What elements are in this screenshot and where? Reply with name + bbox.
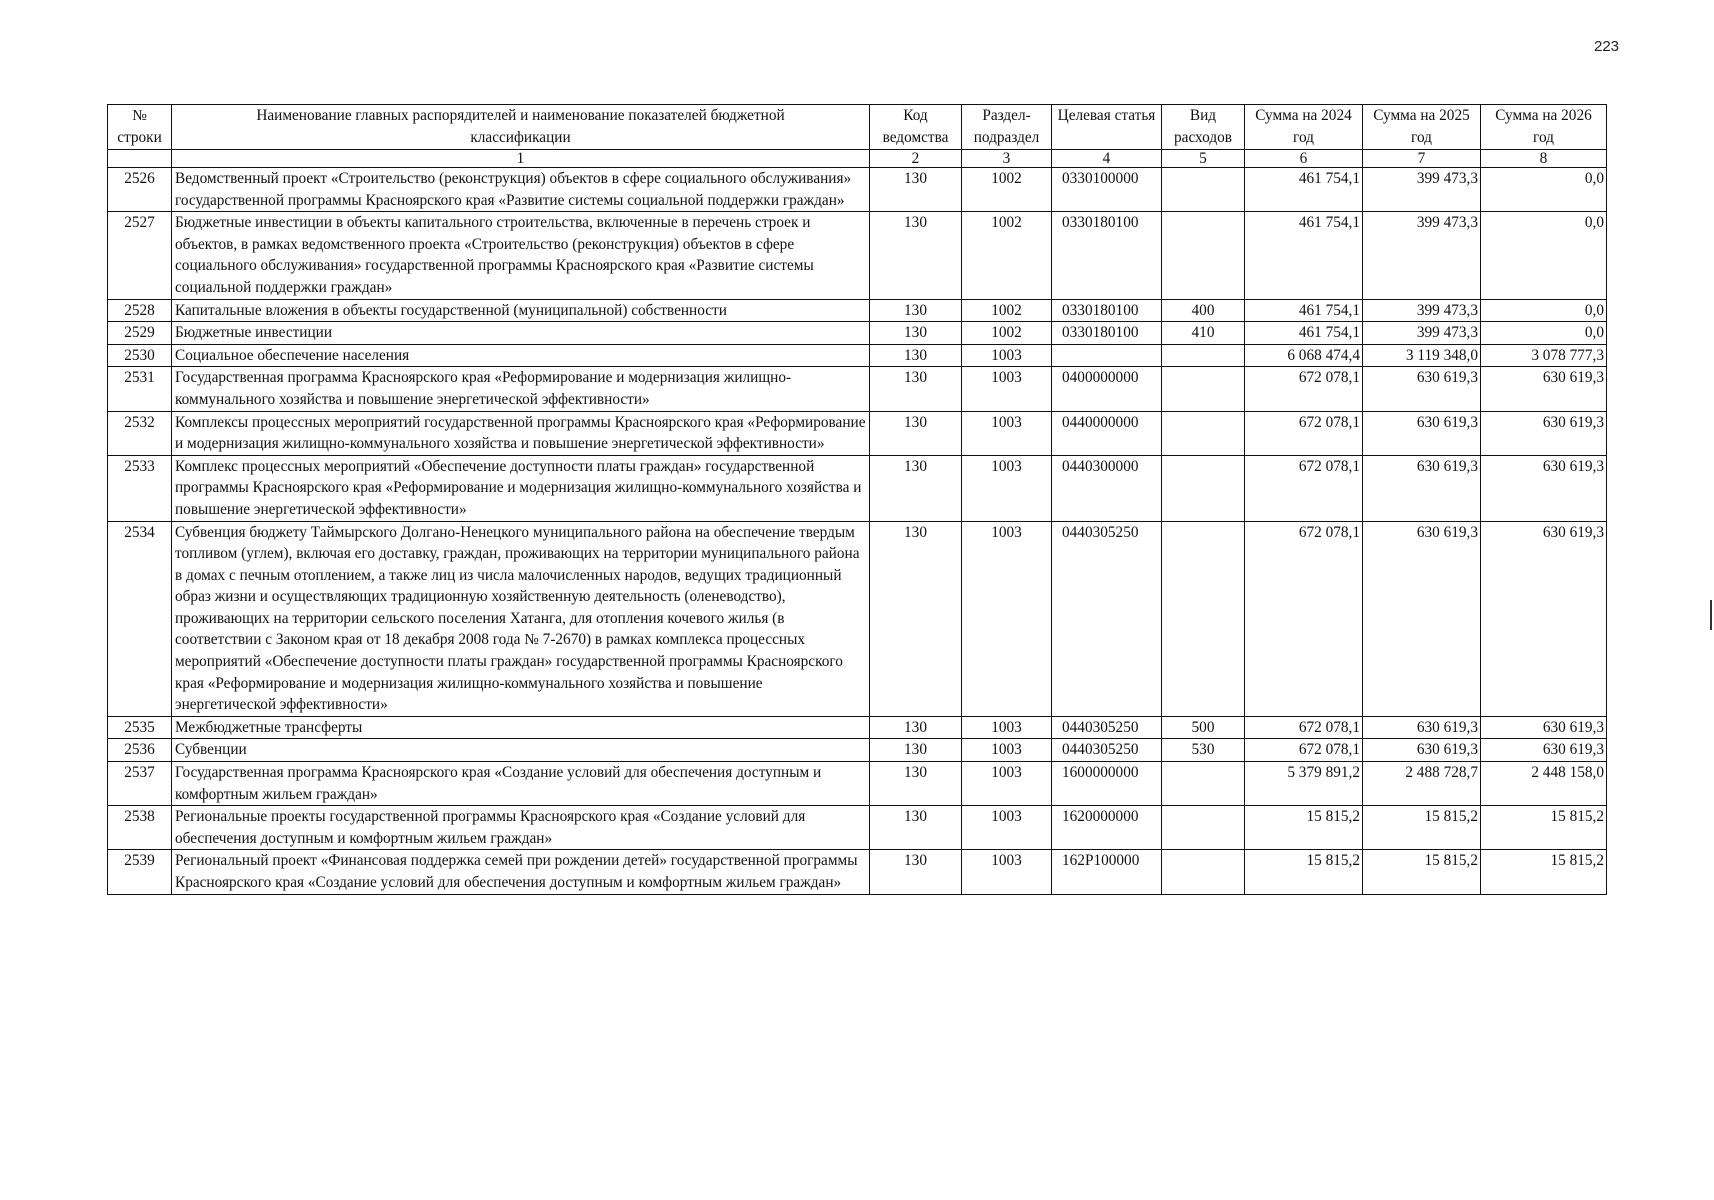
- column-number: 7: [1363, 150, 1481, 168]
- row-dept-code-cell: 130: [870, 344, 962, 367]
- row-sum-2024-cell: 461 754,1: [1245, 299, 1363, 322]
- table-row: [108, 299, 1607, 322]
- row-sum-2025-cell: 630 619,3: [1363, 411, 1481, 455]
- table-row: [108, 322, 1607, 345]
- row-name-cell: Бюджетные инвестиции: [172, 322, 870, 345]
- header-row-no: № строки: [108, 105, 172, 150]
- row-sum-2024-cell: 15 815,2: [1245, 850, 1363, 894]
- row-name-cell: Социальное обеспечение населения: [172, 344, 870, 367]
- header-name: Наименование главных распорядителей и наименование показателей бюджетной классификации: [172, 105, 870, 150]
- row-expense-type-cell: [1162, 367, 1245, 411]
- row-dept-code-cell: 130: [870, 739, 962, 762]
- column-number: 3: [962, 150, 1052, 168]
- header-sum-2025: Сумма на 2025 год: [1363, 105, 1481, 150]
- table-row: [108, 850, 1607, 894]
- row-dept-code-cell: 130: [870, 455, 962, 521]
- column-number: 4: [1052, 150, 1162, 168]
- row-sum-2026-cell: 0,0: [1481, 212, 1607, 299]
- table-row: [108, 168, 1607, 212]
- table-body: [108, 168, 1607, 895]
- header-row: [108, 105, 1607, 150]
- row-name-cell: Комплекс процессных мероприятий «Обеспечение доступности платы граждан» государственной программы Красноярского края «Реформирование и модернизация жилищно-коммунального хозяйства и повышение энергетической эффективности»: [172, 455, 870, 521]
- row-section-cell: 1003: [962, 716, 1052, 739]
- column-number: 6: [1245, 150, 1363, 168]
- header-sum-2026: Сумма на 2026 год: [1481, 105, 1607, 150]
- header-expense-type: Вид расходов: [1162, 105, 1245, 150]
- row-sum-2026-cell: 630 619,3: [1481, 367, 1607, 411]
- row-sum-2024-cell: 672 078,1: [1245, 455, 1363, 521]
- header-target: Целевая статья: [1052, 105, 1162, 150]
- row-name-cell: Государственная программа Красноярского края «Создание условий для обеспечения доступным и комфортным жильем граждан»: [172, 762, 870, 806]
- row-sum-2026-cell: 0,0: [1481, 168, 1607, 212]
- row-expense-type-cell: [1162, 344, 1245, 367]
- row-sum-2026-cell: 15 815,2: [1481, 850, 1607, 894]
- row-target-cell: 162P100000: [1052, 850, 1162, 894]
- row-number-cell: 2526: [108, 168, 172, 212]
- row-target-cell: 0440305250: [1052, 716, 1162, 739]
- row-dept-code-cell: 130: [870, 806, 962, 850]
- column-number: 8: [1481, 150, 1607, 168]
- row-number-cell: 2539: [108, 850, 172, 894]
- row-section-cell: 1003: [962, 367, 1052, 411]
- row-sum-2026-cell: 630 619,3: [1481, 455, 1607, 521]
- row-dept-code-cell: 130: [870, 716, 962, 739]
- row-name-cell: Государственная программа Красноярского края «Реформирование и модернизация жилищно-коммунального хозяйства и повышение энергетической эффективности»: [172, 367, 870, 411]
- row-number-cell: 2529: [108, 322, 172, 345]
- row-section-cell: 1002: [962, 299, 1052, 322]
- row-sum-2025-cell: 15 815,2: [1363, 806, 1481, 850]
- row-sum-2024-cell: 15 815,2: [1245, 806, 1363, 850]
- row-target-cell: 1600000000: [1052, 762, 1162, 806]
- row-section-cell: 1002: [962, 168, 1052, 212]
- row-target-cell: 0330180100: [1052, 299, 1162, 322]
- row-target-cell: 0440305250: [1052, 739, 1162, 762]
- row-sum-2024-cell: 5 379 891,2: [1245, 762, 1363, 806]
- row-sum-2026-cell: 630 619,3: [1481, 521, 1607, 716]
- row-section-cell: 1003: [962, 411, 1052, 455]
- row-sum-2025-cell: 399 473,3: [1363, 168, 1481, 212]
- row-name-cell: Субвенции: [172, 739, 870, 762]
- column-numbers-row: [108, 150, 1607, 168]
- table-row: [108, 716, 1607, 739]
- row-dept-code-cell: 130: [870, 850, 962, 894]
- row-section-cell: 1002: [962, 212, 1052, 299]
- row-sum-2024-cell: 461 754,1: [1245, 212, 1363, 299]
- row-sum-2025-cell: 630 619,3: [1363, 716, 1481, 739]
- row-section-cell: 1003: [962, 806, 1052, 850]
- row-sum-2024-cell: 672 078,1: [1245, 367, 1363, 411]
- budget-table: [107, 104, 1607, 895]
- row-name-cell: Комплексы процессных мероприятий государственной программы Красноярского края «Реформирование и модернизация жилищно-коммунального хозяйства и повышение энергетической эффективности»: [172, 411, 870, 455]
- row-expense-type-cell: 530: [1162, 739, 1245, 762]
- row-sum-2025-cell: 630 619,3: [1363, 739, 1481, 762]
- row-name-cell: Региональные проекты государственной программы Красноярского края «Создание условий для обеспечения доступным и комфортным жильем граждан»: [172, 806, 870, 850]
- row-dept-code-cell: 130: [870, 168, 962, 212]
- row-target-cell: 0440305250: [1052, 521, 1162, 716]
- row-target-cell: 0400000000: [1052, 367, 1162, 411]
- row-sum-2024-cell: 672 078,1: [1245, 521, 1363, 716]
- row-dept-code-cell: 130: [870, 411, 962, 455]
- row-target-cell: [1052, 344, 1162, 367]
- row-number-cell: 2537: [108, 762, 172, 806]
- row-name-cell: Региональный проект «Финансовая поддержка семей при рождении детей» государственной программы Красноярского края «Создание условий для обеспечения доступным и комфортным жильем граждан»: [172, 850, 870, 894]
- row-sum-2024-cell: 461 754,1: [1245, 322, 1363, 345]
- row-name-cell: Ведомственный проект «Строительство (реконструкция) объектов в сфере социального обслуживания» государственной программы Красноярского края «Развитие системы социальной поддержки граждан»: [172, 168, 870, 212]
- row-section-cell: 1003: [962, 762, 1052, 806]
- row-section-cell: 1002: [962, 322, 1052, 345]
- row-target-cell: 1620000000: [1052, 806, 1162, 850]
- row-sum-2025-cell: 399 473,3: [1363, 322, 1481, 345]
- row-expense-type-cell: [1162, 762, 1245, 806]
- row-expense-type-cell: [1162, 850, 1245, 894]
- table-row: [108, 344, 1607, 367]
- table-row: [108, 521, 1607, 716]
- column-number: 1: [172, 150, 870, 168]
- row-target-cell: 0330100000: [1052, 168, 1162, 212]
- column-number: 5: [1162, 150, 1245, 168]
- row-number-cell: 2528: [108, 299, 172, 322]
- row-target-cell: 0330180100: [1052, 322, 1162, 345]
- row-target-cell: 0440300000: [1052, 455, 1162, 521]
- row-sum-2024-cell: 672 078,1: [1245, 716, 1363, 739]
- row-sum-2024-cell: 672 078,1: [1245, 411, 1363, 455]
- row-sum-2025-cell: 630 619,3: [1363, 455, 1481, 521]
- table-row: [108, 762, 1607, 806]
- page-number: 223: [1594, 38, 1620, 55]
- row-number-cell: 2534: [108, 521, 172, 716]
- row-number-cell: 2527: [108, 212, 172, 299]
- row-sum-2025-cell: 630 619,3: [1363, 521, 1481, 716]
- row-dept-code-cell: 130: [870, 212, 962, 299]
- row-sum-2024-cell: 461 754,1: [1245, 168, 1363, 212]
- row-section-cell: 1003: [962, 850, 1052, 894]
- row-dept-code-cell: 130: [870, 521, 962, 716]
- row-dept-code-cell: 130: [870, 367, 962, 411]
- column-number: 2: [870, 150, 962, 168]
- header-dept: Код ведомства: [870, 105, 962, 150]
- row-name-cell: Капитальные вложения в объекты государственной (муниципальной) собственности: [172, 299, 870, 322]
- row-expense-type-cell: [1162, 212, 1245, 299]
- row-expense-type-cell: [1162, 455, 1245, 521]
- row-sum-2025-cell: 3 119 348,0: [1363, 344, 1481, 367]
- row-section-cell: 1003: [962, 739, 1052, 762]
- row-expense-type-cell: [1162, 168, 1245, 212]
- row-number-cell: 2533: [108, 455, 172, 521]
- row-section-cell: 1003: [962, 344, 1052, 367]
- row-section-cell: 1003: [962, 455, 1052, 521]
- row-target-cell: 0330180100: [1052, 212, 1162, 299]
- header-sum-2024: Сумма на 2024 год: [1245, 105, 1363, 150]
- column-number: [108, 150, 172, 168]
- row-name-cell: Межбюджетные трансферты: [172, 716, 870, 739]
- table-row: [108, 455, 1607, 521]
- row-sum-2026-cell: 630 619,3: [1481, 716, 1607, 739]
- row-sum-2024-cell: 6 068 474,4: [1245, 344, 1363, 367]
- row-number-cell: 2538: [108, 806, 172, 850]
- row-sum-2026-cell: 3 078 777,3: [1481, 344, 1607, 367]
- row-dept-code-cell: 130: [870, 762, 962, 806]
- table-row: [108, 411, 1607, 455]
- row-number-cell: 2532: [108, 411, 172, 455]
- row-sum-2025-cell: 2 488 728,7: [1363, 762, 1481, 806]
- header-section: Раздел-подраздел: [962, 105, 1052, 150]
- row-sum-2026-cell: 2 448 158,0: [1481, 762, 1607, 806]
- row-section-cell: 1003: [962, 521, 1052, 716]
- row-sum-2026-cell: 0,0: [1481, 322, 1607, 345]
- table-row: [108, 806, 1607, 850]
- row-expense-type-cell: 400: [1162, 299, 1245, 322]
- row-sum-2026-cell: 15 815,2: [1481, 806, 1607, 850]
- table-row: [108, 367, 1607, 411]
- row-sum-2026-cell: 630 619,3: [1481, 411, 1607, 455]
- row-dept-code-cell: 130: [870, 322, 962, 345]
- row-expense-type-cell: [1162, 521, 1245, 716]
- row-expense-type-cell: 410: [1162, 322, 1245, 345]
- row-number-cell: 2536: [108, 739, 172, 762]
- row-number-cell: 2535: [108, 716, 172, 739]
- row-expense-type-cell: 500: [1162, 716, 1245, 739]
- row-dept-code-cell: 130: [870, 299, 962, 322]
- row-sum-2026-cell: 630 619,3: [1481, 739, 1607, 762]
- scan-edge-mark: [1710, 600, 1712, 630]
- row-number-cell: 2530: [108, 344, 172, 367]
- row-number-cell: 2531: [108, 367, 172, 411]
- row-sum-2026-cell: 0,0: [1481, 299, 1607, 322]
- row-sum-2025-cell: 399 473,3: [1363, 212, 1481, 299]
- row-name-cell: Бюджетные инвестиции в объекты капитального строительства, включенные в перечень строек и объектов, в рамках ведомственного проекта «Строительство (реконструкция) объектов в сфере социального обслуживания» государственной программы Красноярского края «Развитие системы социальной поддержки граждан»: [172, 212, 870, 299]
- row-target-cell: 0440000000: [1052, 411, 1162, 455]
- table-row: [108, 739, 1607, 762]
- row-sum-2025-cell: 15 815,2: [1363, 850, 1481, 894]
- row-name-cell: Субвенция бюджету Таймырского Долгано-Ненецкого муниципального района на обеспечение твердым топливом (углем), включая его доставку, граждан, проживающих на территории муниципального района в домах с печным отоплением, а также лиц из числа малочисленных народов, ведущих традиционный образ жизни и осуществляющих традиционную хозяйственную деятельность (оленеводство), проживающих на территории сельского поселения Хатанга, для отопления кочевого жилья (в соответствии с Законом края от 18 декабря 2008 года № 7-2670) в рамках комплекса процессных мероприятий «Обеспечение доступности платы граждан» государственной программы Красноярского края «Реформирование и модернизация жилищно-коммунального хозяйства и повышение энергетической эффективности»: [172, 521, 870, 716]
- table-row: [108, 212, 1607, 299]
- row-sum-2024-cell: 672 078,1: [1245, 739, 1363, 762]
- row-sum-2025-cell: 399 473,3: [1363, 299, 1481, 322]
- row-expense-type-cell: [1162, 806, 1245, 850]
- row-sum-2025-cell: 630 619,3: [1363, 367, 1481, 411]
- row-expense-type-cell: [1162, 411, 1245, 455]
